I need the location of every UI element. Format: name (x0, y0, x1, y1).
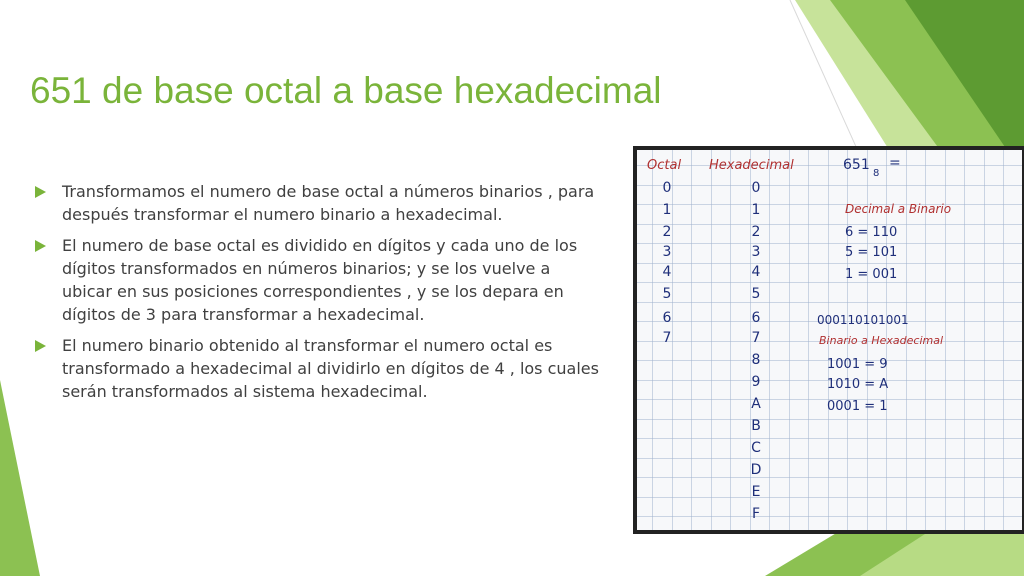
conversion-row: 6 = 110 (845, 225, 898, 240)
bullet-item (35, 180, 605, 226)
bullet-text: El numero de base octal es dividido en dígitos y cada uno de los dígitos transformados en números binarios; y se los vuelve a ubicar en sus posiciones correspondientes , y se los depara en dígitos de 3 para transformar a hexadecimal. (62, 236, 578, 324)
notebook-photo (633, 146, 1024, 534)
hex-digit: 5 (751, 286, 761, 302)
hex-digit: 4 (751, 264, 761, 280)
hex-digit: F (751, 506, 761, 522)
problem-equals: = (889, 155, 901, 171)
hex-digit: D (750, 462, 762, 478)
decor-triangle-bottom-left (0, 380, 40, 576)
hex-digit: 3 (751, 244, 761, 260)
conversion-row: 1010 = A (827, 377, 889, 392)
conversion-row: 5 = 101 (845, 245, 898, 260)
hex-digit: 8 (751, 352, 761, 368)
octal-digit: 0 (662, 180, 672, 196)
hex-digit: 1 (751, 202, 761, 218)
hex-digit: 0 (751, 180, 761, 196)
triangle-bullet-icon (35, 240, 46, 252)
problem-base: 8 (873, 168, 880, 179)
binary-result: 000110101001 (817, 313, 909, 327)
hex-digit: E (751, 484, 761, 500)
hex-digit: A (751, 396, 761, 412)
octal-digit: 2 (662, 224, 672, 240)
octal-digit: 3 (662, 244, 672, 260)
octal-digit: 1 (662, 202, 672, 218)
header-octal: Octal (647, 158, 682, 173)
hex-digit: 9 (751, 374, 761, 390)
octal-digit: 6 (662, 310, 672, 326)
octal-digit: 4 (662, 264, 672, 280)
section2-title: Binario a Hexadecimal (819, 334, 944, 347)
header-hex: Hexadecimal (709, 158, 794, 173)
bullet-text: El numero binario obtenido al transformar el numero octal es transformado a hexadecimal al dividirlo en dígitos de 4 , los cuales serán transformados al sistema hexadecimal. (62, 336, 599, 401)
hex-digit: 7 (751, 330, 761, 346)
problem-number: 651 (843, 157, 870, 173)
conversion-row: 1001 = 9 (827, 357, 888, 372)
bullet-item (35, 334, 605, 403)
octal-digit: 5 (662, 286, 672, 302)
bullet-text: Transformamos el numero de base octal a números binarios , para después transformar el numero binario a hexadecimal. (62, 182, 595, 224)
hex-digit: 6 (751, 310, 761, 326)
triangle-bullet-icon (35, 186, 46, 198)
slide-title: 651 de base octal a base hexadecimal (30, 70, 662, 111)
triangle-bullet-icon (35, 340, 46, 352)
hex-digit: C (751, 440, 761, 456)
section1-title: Decimal a Binario (845, 202, 952, 216)
conversion-row: 0001 = 1 (827, 399, 888, 414)
bullet-item (35, 234, 605, 326)
conversion-row: 1 = 001 (845, 267, 898, 282)
bullet-list (35, 180, 605, 411)
hex-digit: B (751, 418, 761, 434)
octal-digit: 7 (662, 330, 672, 346)
hex-digit: 2 (751, 224, 761, 240)
